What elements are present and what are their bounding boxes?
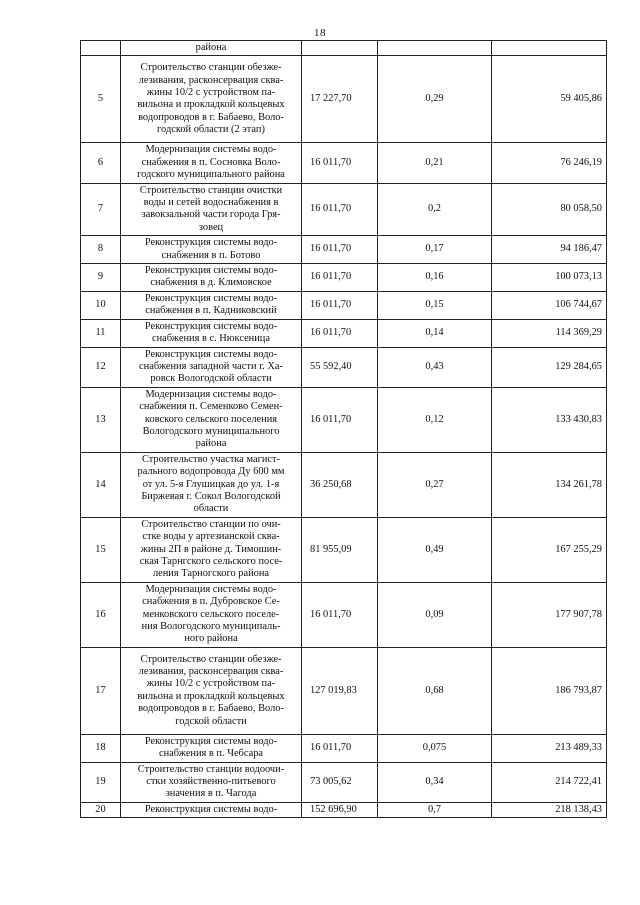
- description-line: лезивания, расконсервация сква-: [138, 666, 284, 678]
- total-cell: 177 907,78: [492, 582, 607, 647]
- description-line: снабжения п. Семенково Семен-: [139, 401, 283, 413]
- ratio-cell: 0,15: [378, 291, 492, 319]
- project-description-cell: [121, 347, 302, 387]
- ratio-cell: 0,075: [378, 734, 492, 762]
- total-cell: 59 405,86: [492, 56, 607, 143]
- description-line: годского муниципального района: [137, 169, 285, 181]
- cost-cell: 16 011,70: [302, 236, 378, 264]
- description-line: Строительство участка магист-: [141, 453, 281, 465]
- description-line: значения в п. Чагода: [165, 788, 257, 800]
- total-cell: 134 261,78: [492, 452, 607, 517]
- description-line: менковского сельского поселе-: [142, 608, 280, 620]
- description-line: ская Тарнгского сельского посе-: [139, 556, 283, 567]
- cost-cell: 17 227,70: [302, 56, 378, 143]
- ratio-cell: 0,29: [378, 56, 492, 143]
- total-cell: 133 430,83: [492, 387, 607, 452]
- total-cell: 186 793,87: [492, 647, 607, 734]
- description-line: от ул. 5-я Глушицкая до ул. 1-я: [142, 478, 280, 490]
- cost-cell: 152 696,90: [302, 802, 378, 817]
- row-number-cell: 18: [81, 734, 121, 762]
- description-line: снабжения в п. Чебсара: [158, 748, 264, 760]
- total-cell: 129 284,65: [492, 347, 607, 387]
- ratio-cell: 0,16: [378, 264, 492, 292]
- total-cell: 213 489,33: [492, 734, 607, 762]
- project-description-cell: [121, 582, 302, 647]
- description-line: вильона и прокладкой кольцевых: [137, 99, 285, 111]
- description-line: воды и сетей водоснабжения в: [143, 197, 279, 209]
- description-line: лезивания, расконсервация сква-: [138, 74, 284, 86]
- cost-cell: 127 019,83: [302, 647, 378, 734]
- description-line: Реконструкция системы водо-: [144, 348, 278, 360]
- description-line: Реконструкция системы водо-: [144, 265, 278, 277]
- project-description-cell: [121, 56, 302, 143]
- row-number-cell: 9: [81, 264, 121, 292]
- ratio-cell: 0,43: [378, 347, 492, 387]
- project-description-cell: [121, 41, 302, 56]
- row-number-cell: 16: [81, 582, 121, 647]
- description-line: района: [195, 438, 227, 450]
- row-number-cell: [81, 41, 121, 56]
- description-line: водопроводов в г. Бабаево, Воло-: [138, 111, 284, 123]
- table-row: [81, 236, 607, 264]
- total-cell: 114 369,29: [492, 319, 607, 347]
- cost-cell: 36 250,68: [302, 452, 378, 517]
- description-line: снабжения в п. Сосновка Воло-: [141, 156, 281, 168]
- description-line: водопроводов в г. Бабаево, Воло-: [138, 703, 284, 715]
- table-row: [81, 647, 607, 734]
- project-description-cell: [121, 647, 302, 734]
- row-number-cell: 10: [81, 291, 121, 319]
- total-cell: 94 186,47: [492, 236, 607, 264]
- description-line: Реконструкция системы водо-: [144, 292, 278, 304]
- cost-cell: 16 011,70: [302, 582, 378, 647]
- table-row: [81, 347, 607, 387]
- project-description-cell: [121, 291, 302, 319]
- description-line: снабжения в п. Ботово: [161, 249, 261, 261]
- cost-cell: 16 011,70: [302, 143, 378, 183]
- description-line: стке воды у артезианской сква-: [142, 531, 280, 543]
- table-row: [81, 291, 607, 319]
- description-line: Модернизация системы водо-: [145, 583, 277, 595]
- projects-table: [80, 40, 607, 818]
- description-line: снабжения в д. Климовское: [150, 277, 272, 289]
- table-row: [81, 734, 607, 762]
- table-row: [81, 319, 607, 347]
- project-description-cell: [121, 802, 302, 817]
- project-description-cell: [121, 264, 302, 292]
- description-line: завокзальной части города Гря-: [141, 209, 281, 221]
- row-number-cell: 11: [81, 319, 121, 347]
- description-line: ного района: [184, 633, 238, 645]
- description-line: Строительство станции водоочи-: [137, 763, 285, 775]
- description-line: Реконструкция системы водо-: [144, 735, 278, 747]
- table-row: [81, 762, 607, 802]
- ratio-cell: 0,2: [378, 183, 492, 236]
- project-description-cell: [121, 236, 302, 264]
- row-number-cell: 17: [81, 647, 121, 734]
- description-line: ления Тарногского района: [152, 568, 270, 580]
- cost-cell: [302, 41, 378, 56]
- table-row: [81, 387, 607, 452]
- project-description-cell: [121, 387, 302, 452]
- description-line: Строительство станции обезже-: [140, 62, 282, 74]
- description-line: ровск Вологодской области: [150, 373, 272, 385]
- cost-cell: 16 011,70: [302, 387, 378, 452]
- description-line: области: [193, 503, 229, 515]
- project-description-cell: [121, 319, 302, 347]
- ratio-cell: 0,27: [378, 452, 492, 517]
- project-description-cell: [121, 762, 302, 802]
- total-cell: 100 073,13: [492, 264, 607, 292]
- description-line: жины 10/2 с устройством па-: [146, 87, 276, 98]
- description-line: района: [195, 42, 227, 53]
- ratio-cell: 0,68: [378, 647, 492, 734]
- row-number-cell: 20: [81, 802, 121, 817]
- description-line: ковского сельского поселения: [144, 413, 278, 425]
- description-line: Строительство станции обезже-: [140, 653, 282, 665]
- description-line: снабжения в с. Нюксеница: [152, 333, 270, 345]
- ratio-cell: [378, 41, 492, 56]
- table-row: [81, 452, 607, 517]
- total-cell: 214 722,41: [492, 762, 607, 802]
- table-row: [81, 56, 607, 143]
- total-cell: 167 255,29: [492, 517, 607, 582]
- description-line: Вологодского муниципального: [142, 425, 280, 437]
- cost-cell: 16 011,70: [302, 183, 378, 236]
- row-number-cell: 14: [81, 452, 121, 517]
- cost-cell: 55 592,40: [302, 347, 378, 387]
- row-number-cell: 12: [81, 347, 121, 387]
- description-line: стки хозяйственно-питьевого: [146, 776, 276, 788]
- description-line: вильона и прокладкой кольцевых: [137, 690, 285, 702]
- ratio-cell: 0,09: [378, 582, 492, 647]
- description-line: Биржевая г. Сокол Вологодской: [141, 490, 281, 502]
- ratio-cell: 0,34: [378, 762, 492, 802]
- row-number-cell: 8: [81, 236, 121, 264]
- description-line: годской области (2 этап): [157, 124, 265, 136]
- table-row: [81, 143, 607, 183]
- description-line: Строительство станции очистки: [139, 184, 283, 196]
- description-line: жины 10/2 с устройством па-: [146, 678, 276, 690]
- project-description-cell: [121, 452, 302, 517]
- cost-cell: 16 011,70: [302, 319, 378, 347]
- total-cell: 218 138,43: [492, 802, 607, 817]
- description-line: Строительство станции по очи-: [141, 518, 281, 530]
- description-line: жины 2П в районе д. Тимошин-: [140, 543, 282, 555]
- project-description-cell: [121, 143, 302, 183]
- description-line: снабжения в п. Кадниковский: [145, 305, 277, 317]
- table-row: [81, 517, 607, 582]
- description-line: Модернизация системы водо-: [145, 144, 277, 156]
- page-number: 18: [314, 27, 326, 39]
- description-line: Реконструкция системы водо-: [144, 320, 278, 332]
- row-number-cell: 15: [81, 517, 121, 582]
- ratio-cell: 0,21: [378, 143, 492, 183]
- description-line: Реконструкция системы водо-: [144, 237, 278, 249]
- table-row: [81, 183, 607, 236]
- project-description-cell: [121, 734, 302, 762]
- table-row: [81, 802, 607, 817]
- table-row-continuation: [81, 41, 607, 56]
- ratio-cell: 0,7: [378, 802, 492, 817]
- row-number-cell: 5: [81, 56, 121, 143]
- total-cell: 80 058,50: [492, 183, 607, 236]
- project-description-cell: [121, 517, 302, 582]
- cost-cell: 81 955,09: [302, 517, 378, 582]
- cost-cell: 16 011,70: [302, 264, 378, 292]
- project-description-cell: [121, 183, 302, 236]
- description-line: зовец: [198, 221, 224, 233]
- description-line: снабжения в п. Дубровское Се-: [142, 596, 280, 608]
- table-row: [81, 264, 607, 292]
- total-cell: [492, 41, 607, 56]
- total-cell: 76 246,19: [492, 143, 607, 183]
- total-cell: 106 744,67: [492, 291, 607, 319]
- ratio-cell: 0,12: [378, 387, 492, 452]
- table-row: [81, 582, 607, 647]
- row-number-cell: 6: [81, 143, 121, 183]
- ratio-cell: 0,17: [378, 236, 492, 264]
- description-line: ния Вологодского муниципаль-: [141, 621, 281, 633]
- cost-cell: 16 011,70: [302, 291, 378, 319]
- description-line: годской области: [175, 715, 247, 727]
- ratio-cell: 0,14: [378, 319, 492, 347]
- cost-cell: 16 011,70: [302, 734, 378, 762]
- description-line: рального водопровода Ду 600 мм: [137, 466, 285, 478]
- cost-cell: 73 005,62: [302, 762, 378, 802]
- row-number-cell: 19: [81, 762, 121, 802]
- row-number-cell: 7: [81, 183, 121, 236]
- description-line: Реконструкция системы водо-: [144, 803, 278, 815]
- row-number-cell: 13: [81, 387, 121, 452]
- description-line: снабжения западной части г. Ха-: [139, 360, 283, 372]
- ratio-cell: 0,49: [378, 517, 492, 582]
- description-line: Модернизация системы водо-: [145, 388, 277, 400]
- table-body: [81, 41, 607, 818]
